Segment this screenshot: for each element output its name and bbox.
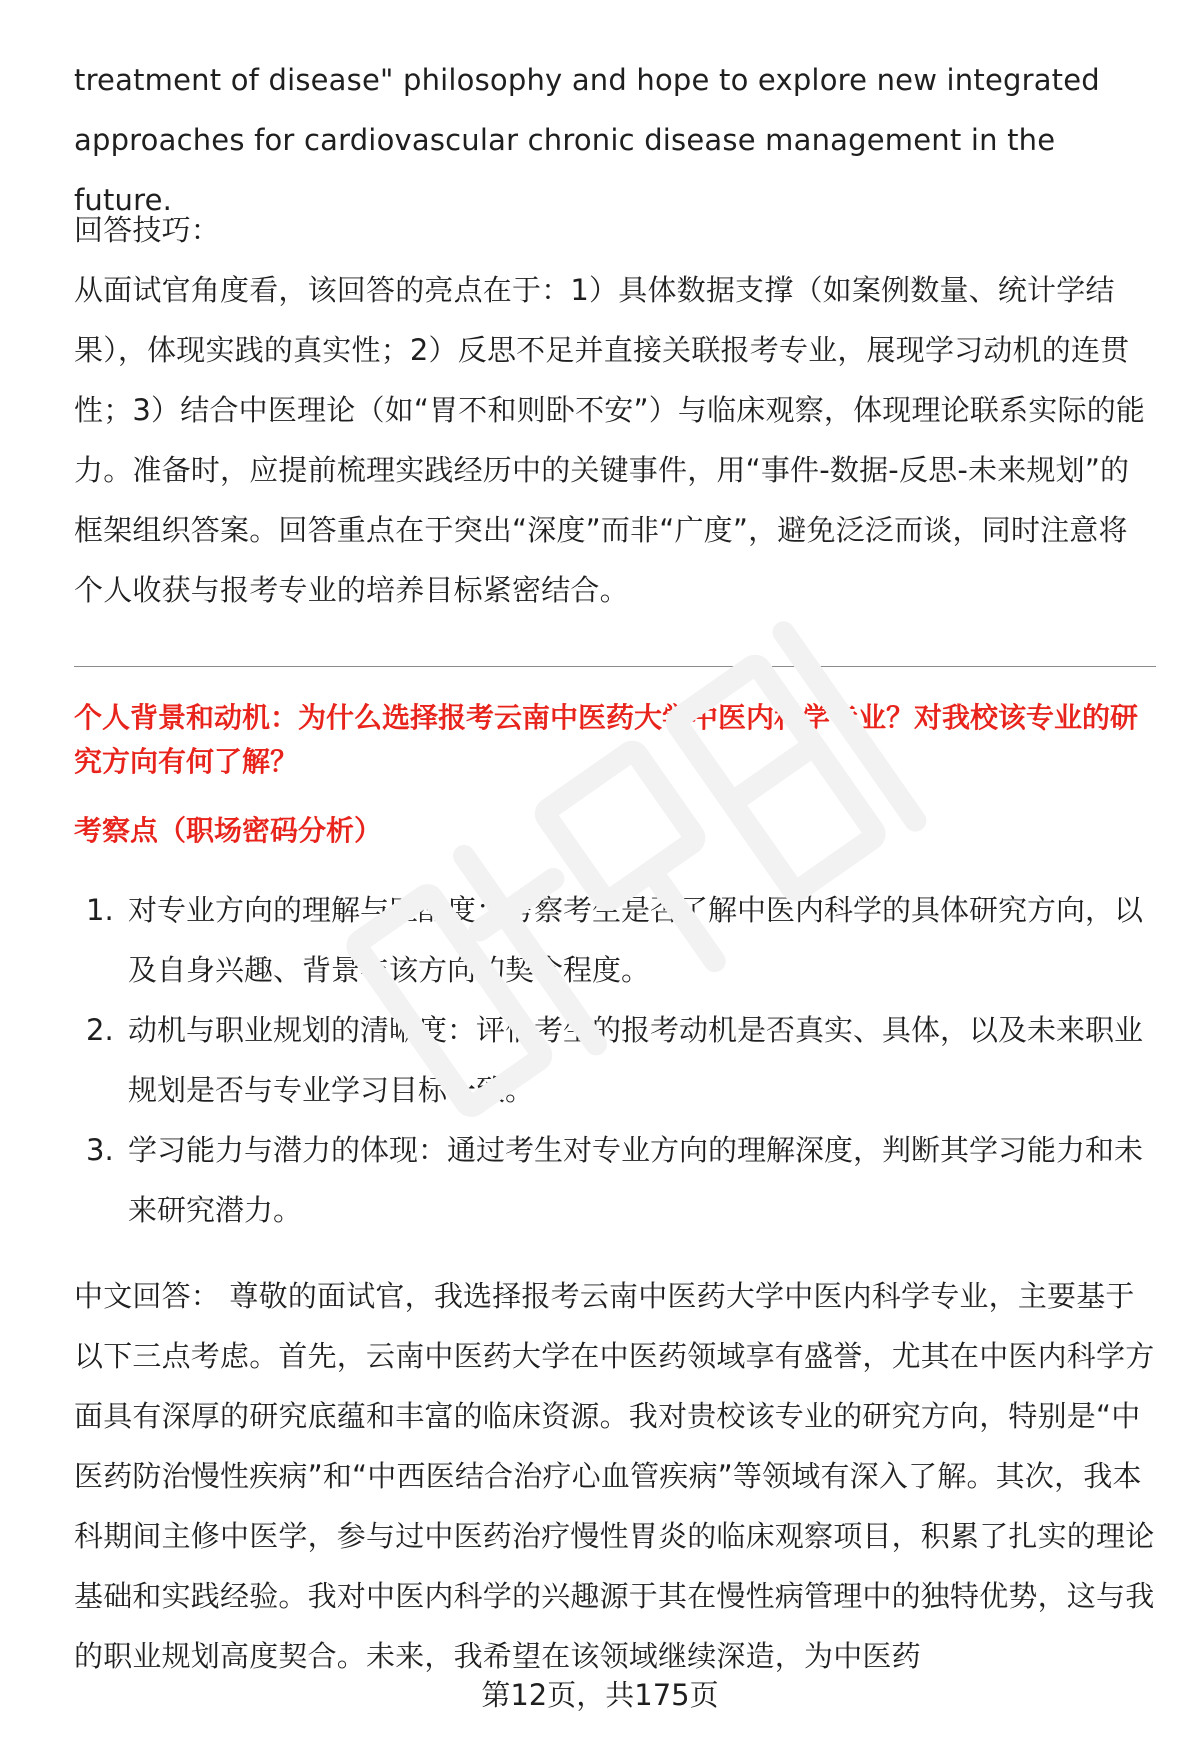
list-item-text: 对专业方向的理解与匹配度：考察考生是否了解中医内科学的具体研究方向，以及自身兴趣、背景与该方向的契合程度。 [128, 893, 1144, 987]
question-heading: 个人背景和动机：为什么选择报考云南中医药大学中医内科学专业？对我校该专业的研究方向有何了解？ [74, 701, 1139, 778]
list-item-number: 1. [86, 893, 114, 927]
list-item-number: 2. [86, 1013, 114, 1047]
chinese-answer-paragraph: 中文回答： 尊敬的面试官，我选择报考云南中医药大学中医内科学专业，主要基于以下三点考虑。首先，云南中医药大学在中医药领域享有盛誉，尤其在中医内科学方面具有深厚的研究底蕴和丰富的临床资源。我对贵校该专业的研究方向，特别是“中医药防治慢性疾病”和“中西医结合治疗心血管疾病”等领域有深入了解。其次，我本科期间主修中医学，参与过中医药治疗慢性胃炎的临床观察项目，积累了扎实的理论基础和实践经验。我对中医内科学的兴趣源于其在慢性病管理中的独特优势，这与我的职业规划高度契合。未来，我希望在该领域继续深造，为中医药 [74, 1279, 1155, 1673]
assessment-points-list [74, 880, 1156, 1240]
answer-tips-section [74, 200, 1156, 620]
intro-paragraph: treatment of disease" philosophy and hope to explore new integrated approaches for cardiovascular chronic disease management in the future. [74, 63, 1100, 217]
list-item-text: 学习能力与潜力的体现：通过考生对专业方向的理解深度，判断其学习能力和未来研究潜力。 [128, 1133, 1144, 1227]
list-item-text: 动机与职业规划的清晰度：评估考生的报考动机是否真实、具体，以及未来职业规划是否与专业学习目标一致。 [128, 1013, 1144, 1107]
list-item-number: 3. [86, 1133, 114, 1167]
list-item [74, 1000, 1156, 1120]
answer-tips-label: 回答技巧： [74, 213, 221, 247]
chinese-answer-section [74, 1266, 1156, 1686]
answer-tips-body: 从面试官角度看，该回答的亮点在于：1）具体数据支撑（如案例数量、统计学结果），体现实践的真实性；2）反思不足并直接关联报考专业，展现学习动机的连贯性；3）结合中医理论（如“胃不和则卧不安”）与临床观察，体现理论联系实际的能力。准备时，应提前梳理实践经历中的关键事件，用“事件-数据-反思-未来规划”的框架组织答案。回答重点在于突出“深度”而非“广度”，避免泛泛而谈，同时注意将个人收获与报考专业的培养目标紧密结合。 [74, 273, 1146, 607]
list-item [74, 1120, 1156, 1240]
list-item [74, 880, 1156, 1000]
assessment-heading: 考察点（职场密码分析） [74, 814, 383, 847]
section-divider [74, 666, 1156, 667]
page-number-footer: 第12页，共175页 [481, 1678, 719, 1712]
